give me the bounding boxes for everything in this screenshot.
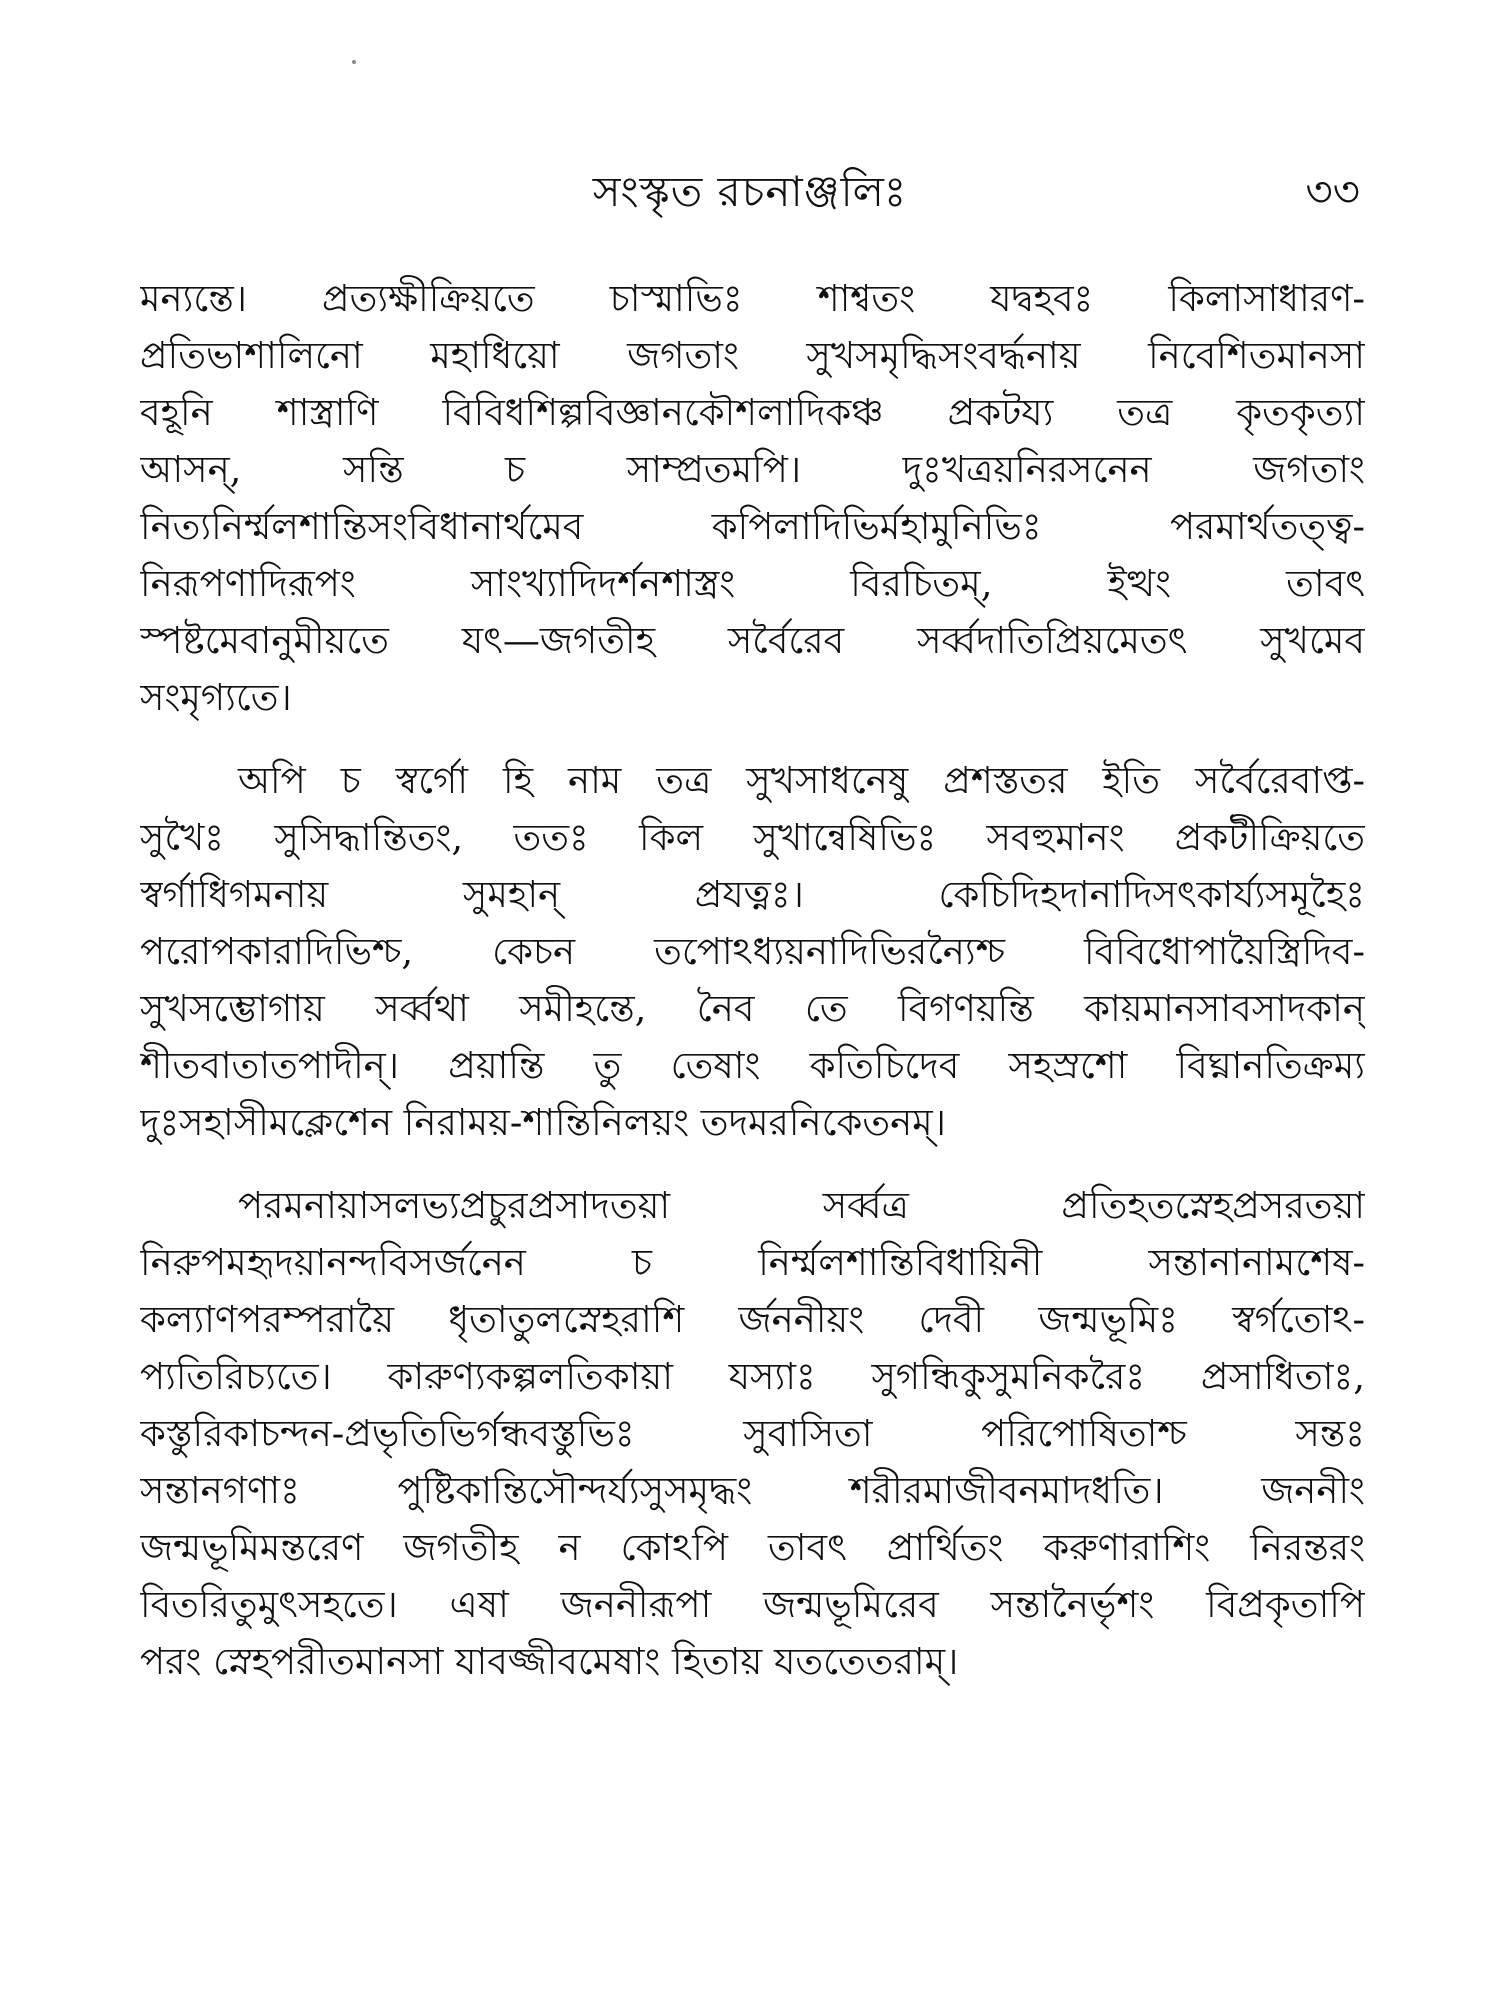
text-line: প্রতিভাশালিনো মহাধিয়ো জগতাং সুখসমৃদ্ধিসংবর্দ্ধনায় নিবেশিতমানসা <box>140 334 1365 377</box>
paragraph-1 <box>140 270 1365 726</box>
text-line: পরমনায়াসলভ্যপ্রচুরপ্রসাদতয়া সর্ব্বত্র প্রতিহতস্নেহপ্রসরতয়া <box>238 1184 1365 1227</box>
paragraph-2 <box>140 752 1365 1151</box>
text-line: বিতরিতুমুৎসহতে। এষা জননীরূপা জন্মভূমিরেব সন্তানৈর্ভৃশং বিপ্রকৃতাপি <box>140 1583 1365 1626</box>
text-line: সন্তানগণাঃ পুষ্টিকান্তিসৌন্দর্য্যসুসমৃদ্ধং শরীরমাজীবনমাদধতি। জননীং <box>140 1469 1365 1512</box>
text-line: মন্যন্তে। প্রত্যক্ষীক্রিয়তে চাস্মাভিঃ শাশ্বতং যদ্বহবঃ কিলাসাধারণ- <box>140 277 1365 320</box>
text-line: দুঃসহাসীমক্লেশেন নিরাময়-শান্তিনিলয়ং তদমরনিকেতনম্। <box>140 1101 946 1144</box>
text-line: স্পষ্টমেবানুমীয়তে যৎ—জগতীহ সর্বৈরেব সর্ব্বদাতিপ্রিয়মেতৎ সুখমেব <box>140 619 1365 662</box>
page-number: ৩৩ <box>1305 167 1360 216</box>
text-line: নিরুপমহৃদয়ানন্দবিসর্জনেন চ নির্ম্মলশান্তিবিধায়িনী সন্তানানামশেষ- <box>140 1241 1365 1284</box>
text-line: জন্মভূমিমন্তরেণ জগতীহ ন কোঽপি তাবৎ প্রার্থিতং করুণারাশিং নিরন্তরং <box>140 1526 1365 1569</box>
paragraph-3 <box>140 1177 1365 1690</box>
text-line: প্যতিরিচ্যতে। কারুণ্যকল্পলতিকায়া যস্যাঃ সুগন্ধিকুসুমনিকরৈঃ প্রসাধিতাঃ, <box>140 1355 1365 1398</box>
text-line: সুখৈঃ সুসিদ্ধান্তিতং, ততঃ কিল সুখান্বেষিভিঃ সবহুমানং প্রকটীক্রিয়তে <box>140 816 1365 859</box>
text-line: কল্যাণপরম্পরায়ৈ ধৃতাতুলস্নেহরাশি র্জননীয়ং দেবী জন্মভূমিঃ স্বর্গতোঽ- <box>140 1298 1365 1341</box>
text-line: কস্তুরিকাচন্দন-প্রভৃতিভির্গন্ধবস্তুভিঃ সুবাসিতা পরিপোষিতাশ্চ সন্তঃ <box>140 1412 1365 1455</box>
text-line: স্বর্গাধিগমনায় সুমহান্ প্রযত্নঃ। কেচিদিহদানাদিসৎকার্য্যসমূহৈঃ <box>140 873 1365 916</box>
text-line: সুখসম্ভোগায় সর্ব্বথা সমীহন্তে, নৈব তে বিগণয়ন্তি কায়মানসাবসাদকান্ <box>140 987 1365 1030</box>
text-line: সংমৃগ্যতে। <box>140 676 292 719</box>
running-title: সংস্কৃত রচনাঞ্জলিঃ <box>592 167 908 216</box>
text-line: নিত্যনির্ম্মলশান্তিসংবিধানার্থমেব কপিলাদিভির্মহামুনিভিঃ পরমার্থতত্ত্ব- <box>140 505 1365 548</box>
text-line: আসন্, সন্তি চ সাম্প্রতমপি। দুঃখত্রয়নিরসনেন জগতাং <box>140 448 1365 491</box>
text-line: পরং স্নেহপরীতমানসা যাবজ্জীবমেষাং হিতায় যততেতরাম্। <box>140 1640 959 1683</box>
text-line: নিরূপণাদিরূপং সাংখ্যাদিদর্শনশাস্ত্রং বিরচিতম্, ইত্থং তাবৎ <box>140 562 1365 605</box>
text-line: শীতবাতাতপাদীন্। প্রয়ান্তি তু তেষাং কতিচিদেব সহস্রশো বিঘ্নানতিক্রম্য <box>140 1044 1365 1087</box>
text-line: পরোপকারাদিভিশ্চ, কেচন তপোঽধ্যয়নাদিভিরন্যৈশ্চ বিবিধোপায়ৈস্ত্রিদিব- <box>140 930 1365 973</box>
body-text <box>140 270 1365 1716</box>
text-line: বহূনি শাস্ত্রাণি বিবিধশিল্পবিজ্ঞানকৌশলাদিকঞ্চ প্রকটয্য তত্র কৃতকৃত্যা <box>140 391 1365 434</box>
print-speck <box>352 60 356 64</box>
text-line: অপি চ স্বর্গো হি নাম তত্র সুখসাধনেষু প্রশস্ততর ইতি সর্বৈরেবাপ্ত- <box>238 759 1365 802</box>
running-header <box>140 162 1360 222</box>
